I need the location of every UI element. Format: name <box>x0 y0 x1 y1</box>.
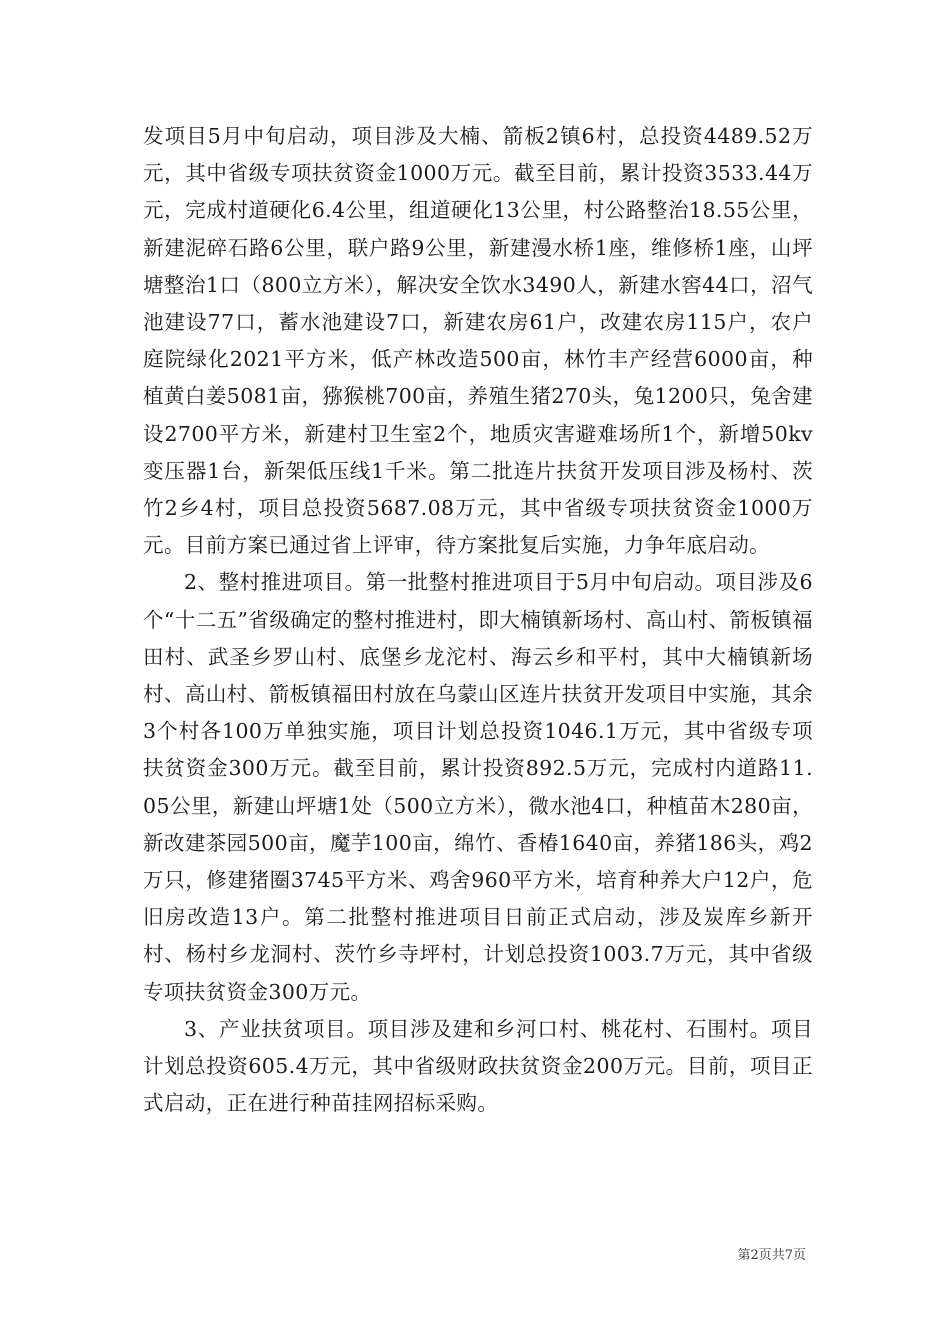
page-number: 第2页共7页 <box>737 1248 806 1263</box>
document-body <box>143 118 813 1122</box>
paragraph-project-continuation: 发项目5月中旬启动，项目涉及大楠、箭板2镇6村，总投资4489.52万元，其中省级专项扶贫资金1000万元。截至目前，累计投资3533.44万元，完成村道硬化6.4公里，组道硬化13公里，村公路整治18.55公里，新建泥碎石路6公里，联户路9公里，新建漫水桥1座，维修桥1座，山坪塘整治1口（800立方米），解决安全饮水3490人，新建水窖44口，沼气池建设77口，蓄水池建设7口，新建农房61户，改建农房115户，农户庭院绿化2021平方米，低产林改造500亩，林竹丰产经营6000亩，种植黄白姜5081亩，猕猴桃700亩，养殖生猪270头，兔1200只，兔舍建设2700平方米，新建村卫生室2个，地质灾害避难场所1个，新增50kv变压器1台，新架低压线1千米。第二批连片扶贫开发项目涉及杨村、茨竹2乡4村，项目总投资5687.08万元，其中省级专项扶贫资金1000万元。目前方案已通过省上评审，待方案批复后实施，力争年底启动。 <box>143 124 813 558</box>
paragraph-village-project: 2、整村推进项目。第一批整村推进项目于5月中旬启动。项目涉及6个“十二五”省级确定的整村推进村，即大楠镇新场村、高山村、箭板镇福田村、武圣乡罗山村、底堡乡龙沱村、海云乡和平村，其中大楠镇新场村、高山村、箭板镇福田村放在乌蒙山区连片扶贫开发项目中实施，其余3个村各100万单独实施，项目计划总投资1046.1万元，其中省级专项扶贫资金300万元。截至目前，累计投资892.5万元，完成村内道路11.05公里，新建山坪塘1处（500立方米），微水池4口，种植苗木280亩，新改建茶园500亩，魔芋100亩，绵竹、香椿1640亩，养猪186头，鸡2万只，修建猪圈3745平方米、鸡舍960平方米，培育种养大户12户，危旧房改造13户。第二批整村推进项目日前正式启动，涉及炭库乡新开村、杨村乡龙洞村、茨竹乡寺坪村，计划总投资1003.7万元，其中省级专项扶贫资金300万元。 <box>143 570 813 1004</box>
paragraph-industry-project: 3、产业扶贫项目。项目涉及建和乡河口村、桃花村、石围村。项目计划总投资605.4万元，其中省级财政扶贫资金200万元。目前，项目正式启动，正在进行种苗挂网招标采购。 <box>143 1016 813 1116</box>
